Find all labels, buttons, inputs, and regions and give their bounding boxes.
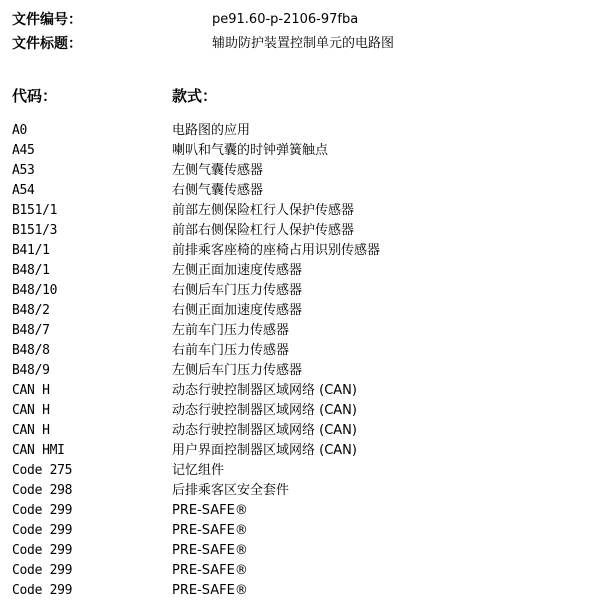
list-item [12,421,600,441]
list-item [12,141,600,161]
component-description: 左前车门压力传感器 [172,323,290,338]
component-code: CAN HMI [12,443,65,458]
list-item [12,441,600,461]
list-item [12,201,600,221]
component-code: Code 299 [12,563,73,578]
component-code: CAN H [12,423,50,438]
list-item [12,361,600,381]
component-code: Code 299 [12,583,73,598]
component-list [12,121,600,601]
list-item [12,541,600,561]
component-description: PRE-SAFE® [172,583,248,598]
component-code: B151/3 [12,223,58,238]
list-item [12,561,600,581]
component-code: CAN H [12,403,50,418]
list-item [12,301,600,321]
list-item [12,461,600,481]
component-code: Code 299 [12,543,73,558]
component-code: B48/7 [12,323,50,338]
component-description: 左侧后车门压力传感器 [172,363,303,378]
component-code: B48/10 [12,283,58,298]
list-item [12,261,600,281]
list-item [12,241,600,261]
list-item [12,281,600,301]
document-title-label: 文件标题： [12,36,82,52]
list-item [12,481,600,501]
component-description: PRE-SAFE® [172,563,248,578]
style-column-header: 款式： [172,87,218,105]
component-description: 右前车门压力传感器 [172,343,290,358]
component-code: Code 299 [12,523,73,538]
component-description: 前部右侧保险杠行人保护传感器 [172,223,355,238]
component-description: PRE-SAFE® [172,503,248,518]
component-code: Code 298 [12,483,73,498]
document-id-value: pe91.60-p-2106-97fba [212,12,359,27]
list-item [12,581,600,601]
component-description: 右侧后车门压力传感器 [172,283,303,298]
code-column-header: 代码： [12,87,58,105]
list-item [12,401,600,421]
component-description: 前部左侧保险杠行人保护传感器 [172,203,355,218]
component-code: Code 299 [12,503,73,518]
list-item [12,321,600,341]
list-item [12,181,600,201]
component-description: 左侧正面加速度传感器 [172,263,303,278]
component-code: A53 [12,163,35,178]
component-code: CAN H [12,383,50,398]
list-item [12,341,600,361]
list-item [12,221,600,241]
component-code: Code 275 [12,463,73,478]
list-item [12,381,600,401]
component-description: 记忆组件 [172,463,225,478]
component-description: 动态行驶控制器区域网络 (CAN) [172,423,357,438]
component-description: 右侧正面加速度传感器 [172,303,303,318]
component-code: B48/8 [12,343,50,358]
document-title-value: 辅助防护装置控制单元的电路图 [212,36,395,51]
component-code: A54 [12,183,35,198]
component-description: 左侧气囊传感器 [172,163,264,178]
component-description: 电路图的应用 [172,123,251,138]
component-description: 右侧气囊传感器 [172,183,264,198]
component-code: B48/9 [12,363,50,378]
component-code: B151/1 [12,203,58,218]
list-item [12,161,600,181]
component-description: 喇叭和气囊的时钟弹簧触点 [172,143,329,158]
list-item [12,521,600,541]
component-code: B48/2 [12,303,50,318]
list-item [12,121,600,141]
component-description: PRE-SAFE® [172,523,248,538]
component-description: 后排乘客区安全套件 [172,483,290,498]
component-code: B41/1 [12,243,50,258]
component-code: A45 [12,143,35,158]
component-code: A0 [12,123,28,138]
component-code: B48/1 [12,263,50,278]
list-item [12,501,600,521]
component-description: 动态行驶控制器区域网络 (CAN) [172,403,357,418]
component-description: PRE-SAFE® [172,543,248,558]
component-description: 动态行驶控制器区域网络 (CAN) [172,383,357,398]
component-description: 前排乘客座椅的座椅占用识别传感器 [172,243,381,258]
document-id-label: 文件编号： [12,12,82,28]
component-description: 用户界面控制器区域网络 (CAN) [172,443,357,458]
